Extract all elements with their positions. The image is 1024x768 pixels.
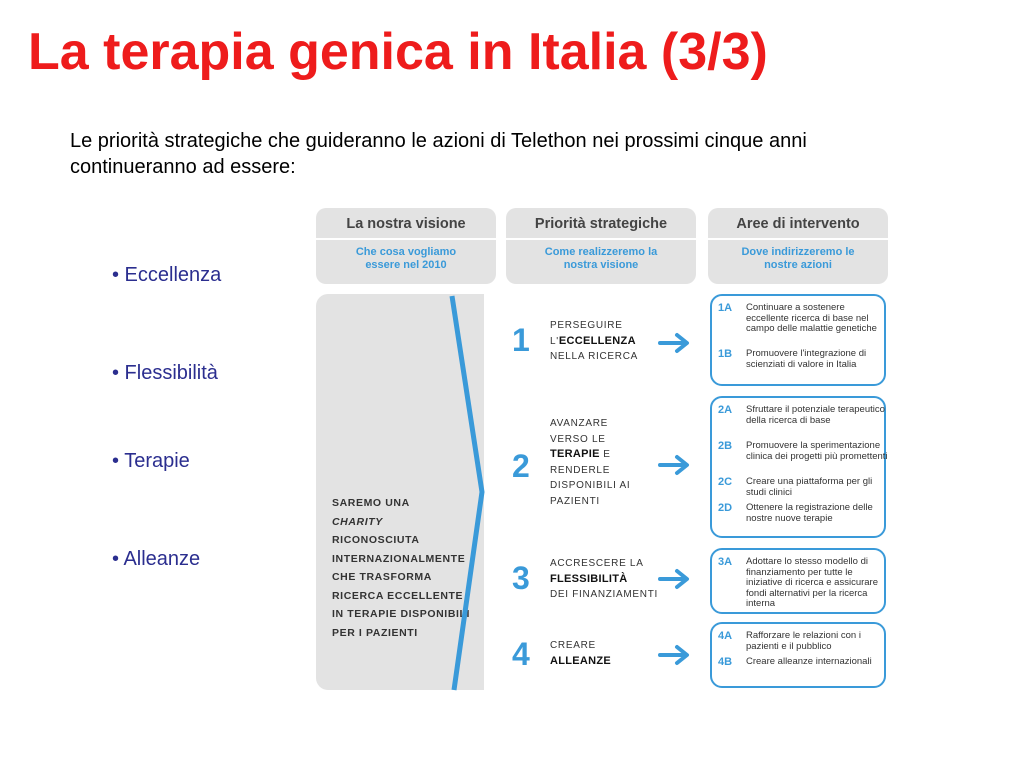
area-box-3: [710, 548, 886, 614]
area-desc: Promuovere l'integrazione di scienziati di valore in Italia: [746, 348, 867, 370]
area-desc: Adottare lo stesso modello di finanziamento per tutte le iniziative di ricerca e assicurare fondi alternativi per la ricerca interna: [746, 556, 878, 609]
area-desc: Creare alleanze internazionali: [746, 656, 872, 667]
arrow-right-icon: [658, 568, 692, 590]
area-desc: Sfruttare il potenziale terapeutico della ricerca di base: [746, 404, 885, 426]
slide-title: La terapia genica in Italia (3/3): [28, 23, 768, 81]
area-code: 4B: [718, 656, 733, 668]
area-box-2: [710, 396, 886, 538]
header-vision-title: La nostra visione: [346, 216, 466, 232]
priority-post: DEI FINANZIAMENTI: [550, 589, 659, 600]
priority-post: E RENDERLE DISPONIBILI AI PAZIENTI: [550, 449, 631, 507]
area-code: 3A: [718, 556, 733, 568]
bullet-flessibilita: • Flessibilità: [112, 362, 218, 384]
header-divider: [708, 238, 888, 240]
header-priorities-subtitle: Come realizzeremo la nostra visione: [544, 246, 658, 271]
header-priorities: [506, 208, 696, 284]
area-box-1: [710, 294, 886, 386]
bullet-terapie: • Terapie: [112, 450, 190, 472]
priority-text: [550, 638, 675, 669]
intro-text: Le priorità strategiche che guideranno le azioni di Telethon nei prossimi cinque anni continueranno ad essere:: [70, 130, 807, 178]
area-code: 1A: [718, 302, 733, 314]
vision-charity: CHARITY: [332, 515, 383, 528]
priority-pre: CREARE: [550, 640, 596, 651]
area-code: 2A: [718, 404, 733, 416]
area-code: 1B: [718, 348, 733, 360]
vision-rest: RICONOSCIUTA INTERNAZIONALMENTE CHE TRASFORMA RICERCA ECCELLENTE IN TERAPIE DISPONIBILI PER I PAZIENTI: [332, 534, 471, 639]
priority-text: [550, 416, 634, 509]
vision-line-1: SAREMO UNA: [332, 497, 410, 509]
area-desc: Promuovere la sperimentazione clinica dei progetti più promettenti: [746, 440, 888, 462]
priority-post: NELLA RICERCA: [550, 351, 639, 362]
area-desc: Continuare a sostenere eccellente ricerca di base nel campo delle malattie genetiche: [746, 302, 877, 334]
header-areas: [708, 208, 888, 284]
header-areas-title: Aree di intervento: [736, 216, 860, 232]
header-divider: [506, 238, 696, 240]
area-desc: Rafforzare le relazioni con i pazienti e il pubblico: [746, 630, 861, 652]
arrow-right-icon: [658, 454, 692, 476]
strategy-diagram: [312, 208, 892, 692]
priority-key: ECCELLENZA: [558, 334, 636, 347]
arrow-right-icon: [658, 644, 692, 666]
header-vision-subtitle: Che cosa vogliamo essere nel 2010: [355, 246, 457, 271]
area-desc: Ottenere la registrazione delle nostre nuove terapie: [746, 502, 873, 524]
vision-bracket-icon: [312, 208, 512, 692]
area-desc: Creare una piattaforma per gli studi clinici: [746, 476, 873, 498]
priority-key: FLESSIBILITÀ: [550, 572, 628, 585]
bullet-eccellenza: • Eccellenza: [112, 264, 222, 286]
priority-pre: AVANZARE VERSO LE: [550, 418, 609, 445]
priority-text: [550, 318, 675, 365]
area-box-4: [710, 622, 886, 688]
header-priorities-title: Priorità strategiche: [534, 216, 668, 232]
priority-key: TERAPIE: [550, 448, 600, 460]
bullet-alleanze: • Alleanze: [112, 548, 201, 570]
priority-number: 3: [512, 560, 530, 596]
priority-number: 2: [512, 448, 530, 484]
priority-pre: PERSEGUIRE L': [550, 320, 623, 347]
area-code: 2C: [718, 476, 733, 488]
priority-number: 4: [512, 636, 530, 672]
area-code: 2B: [718, 440, 733, 452]
area-code: 2D: [718, 502, 733, 514]
priority-number: 1: [512, 322, 530, 358]
arrow-right-icon: [658, 332, 692, 354]
header-areas-subtitle: Dove indirizzeremo le nostre azioni: [741, 246, 855, 271]
area-code: 4A: [718, 630, 733, 642]
priority-pre: ACCRESCERE LA: [550, 558, 644, 569]
priority-key: ALLEANZE: [550, 654, 612, 667]
